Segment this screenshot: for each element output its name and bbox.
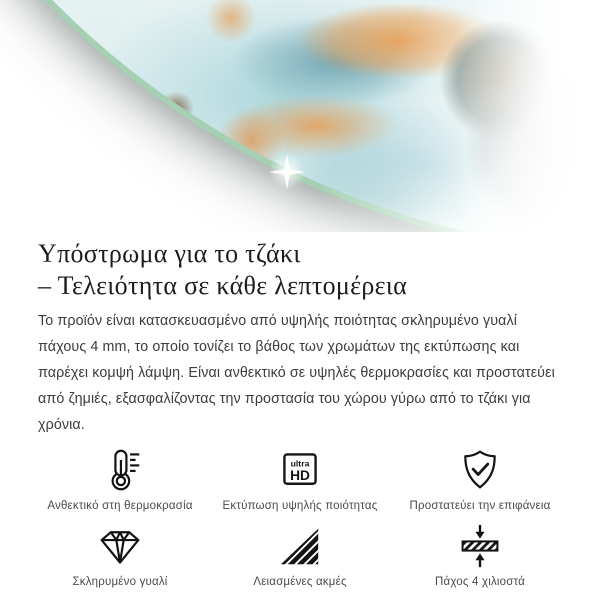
page-title-line1: Υπόστρωμα για το τζάκι: [38, 239, 301, 268]
thickness-icon: [458, 524, 502, 568]
feature-grid: [30, 448, 570, 588]
feature-label: Ανθεκτικό στη θερμοκρασία: [47, 500, 193, 512]
product-image-glass-panel: [0, 0, 600, 232]
feature-print-quality: [210, 448, 390, 512]
thermometer-icon: [98, 448, 142, 492]
feature-surface-protection: [390, 448, 570, 512]
round-glass-disc: [0, 0, 600, 232]
feature-label: Προστατεύει την επιφάνεια: [409, 500, 551, 512]
ultra-hd-bottom-text: HD: [290, 468, 310, 484]
page-title-line2: – Τελειότητα σε κάθε λεπτομέρεια: [38, 271, 408, 300]
product-description: Το προϊόν είναι κατασκευασμένο από υψηλής ποιότητας σκληρυμένο γυαλί πάχους 4 mm, το οποίο τονίζει το βάθος των χρωμάτων της εκτύπωσης και παρέχει κομψή λάμψη. Είναι ανθεκτικό σε υψηλές θερμοκρασίες και προστατεύει από ζημιές, εξασφαλίζοντας την προστασία του χώρου γύρω από το τζάκι για χρόνια.: [38, 313, 555, 433]
feature-label: Πάχος 4 χιλιοστά: [434, 576, 526, 588]
feature-label: Λειασμένες ακμές: [253, 576, 347, 588]
feature-tempered-glass: [30, 524, 210, 588]
feature-polished-edges: [210, 524, 390, 588]
shield-check-icon: [458, 448, 502, 492]
polished-edges-icon: [278, 524, 322, 568]
feature-thickness: [390, 524, 570, 588]
feature-label: Σκληρυμένο γυαλί: [72, 576, 168, 588]
ultra-hd-top-text: ultra: [290, 458, 310, 469]
page-title: [38, 238, 564, 302]
feature-temperature: [30, 448, 210, 512]
ultra-hd-icon: [278, 448, 322, 492]
feature-label: Εκτύπωση υψηλής ποιότητας: [222, 500, 378, 512]
diamond-icon: [98, 524, 142, 568]
